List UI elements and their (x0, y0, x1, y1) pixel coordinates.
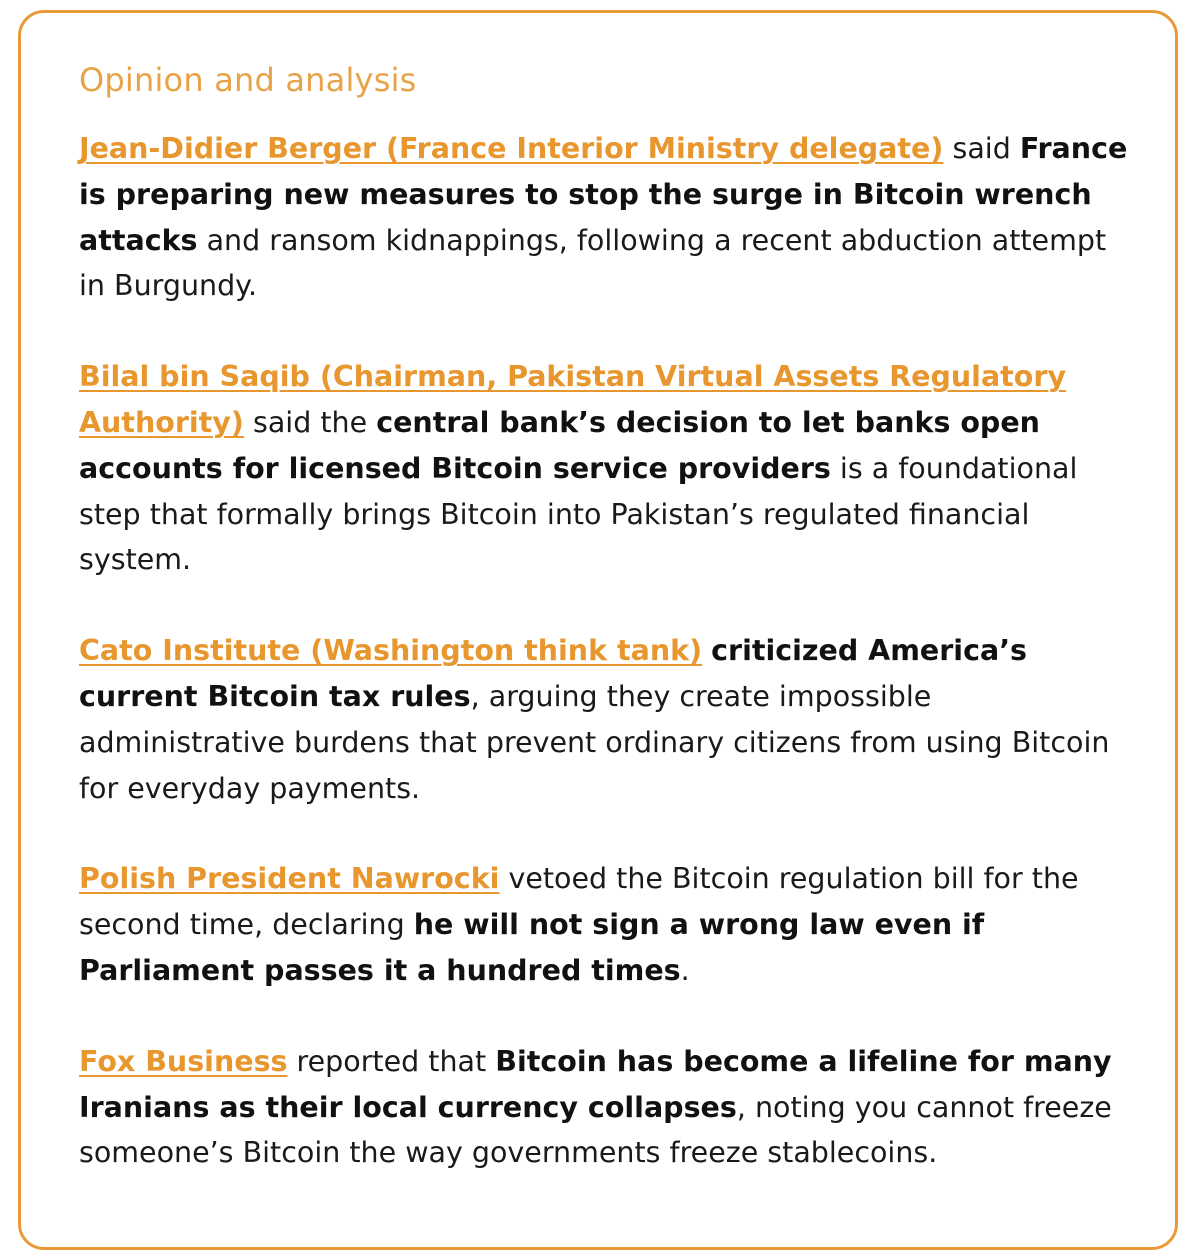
source-link-fox-business[interactable]: Fox Business (79, 1044, 288, 1078)
item-text: reported that (287, 1044, 496, 1078)
source-link-bin-saqib[interactable]: Bilal bin Saqib (Chairman, Pakistan Virtual Assets Regulatory Authority) (79, 360, 1067, 439)
news-item-poland (79, 856, 1139, 993)
item-highlight: criticized America’s current Bitcoin tax rules (79, 634, 1027, 713)
item-text: said the (243, 405, 377, 439)
item-text: vetoed the Bitcoin regulation bill for the second time, declaring (79, 862, 1079, 942)
item-text (702, 634, 711, 667)
item-highlight: central bank’s decision to let banks open accounts for licensed Bitcoin service providers (79, 405, 1040, 485)
news-item-iran (79, 1039, 1139, 1176)
item-text: . (680, 953, 690, 987)
item-highlight: he will not sign a wrong law even if Parliament passes it a hundred times (79, 908, 985, 987)
news-item-cato (79, 628, 1139, 811)
card-content (79, 58, 1139, 1221)
item-text: , arguing they create impossible administrative burdens that prevent ordinary citizens from using Bitcoin for everyday payments. (79, 679, 1110, 805)
item-text: , noting you cannot freeze someone’s Bitcoin the way governments freeze stablecoins. (79, 1090, 1112, 1170)
item-text: is a foundational step that formally brings Bitcoin into Pakistan’s regulated financial system. (79, 451, 1078, 577)
item-highlight: Bitcoin has become a lifeline for many Iranians as their local currency collapses (79, 1044, 1112, 1124)
section-heading: Opinion and analysis (79, 61, 417, 99)
news-item-france (79, 126, 1139, 309)
news-item-pakistan (79, 354, 1139, 583)
source-link-nawrocki[interactable]: Polish President Nawrocki (79, 862, 500, 896)
item-highlight: France is preparing new measures to stop the surge in Bitcoin wrench attacks (79, 132, 1128, 257)
source-link-berger[interactable]: Jean-Didier Berger (France Interior Ministry delegate) (79, 132, 944, 165)
item-text: and ransom kidnappings, following a recent abduction attempt in Burgundy. (79, 223, 1107, 303)
source-link-cato-institute[interactable]: Cato Institute (Washington think tank) (79, 634, 703, 668)
item-text: said (943, 132, 1020, 165)
